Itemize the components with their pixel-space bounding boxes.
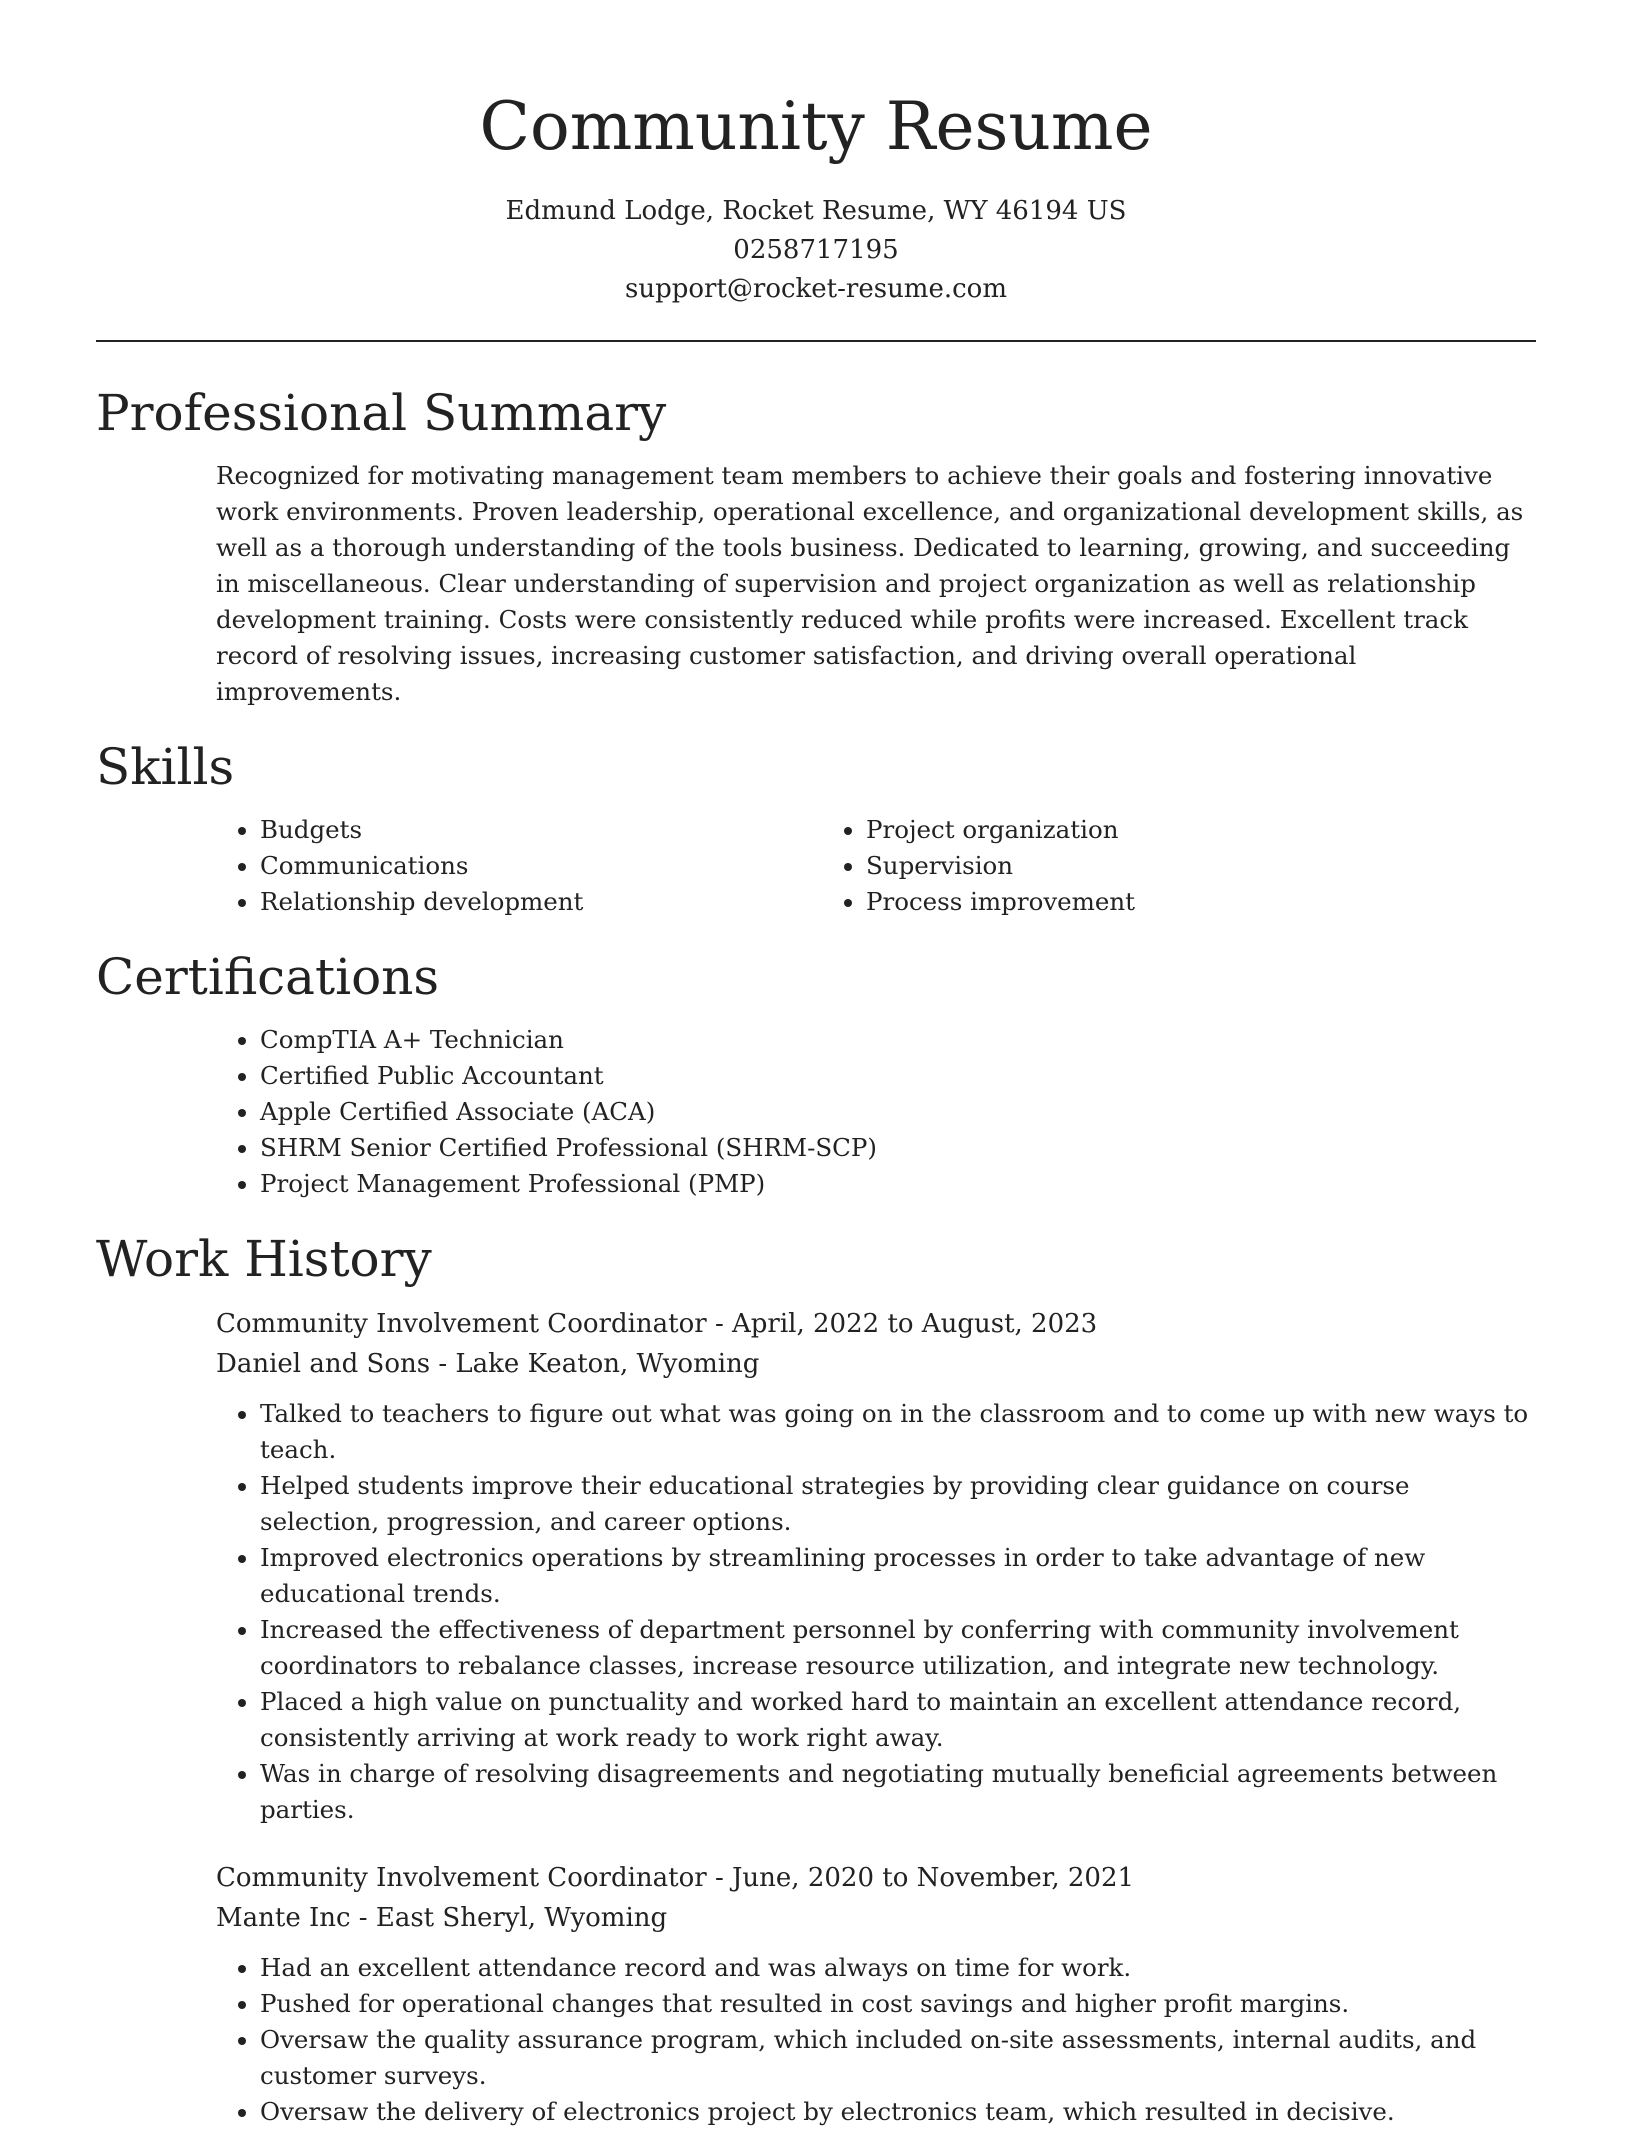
job-bullet: • Talked to teachers to figure out what was going on in the classroom and to come up with new ways to teach.	[260, 1396, 1536, 1468]
section-title-work-history: Work History	[96, 1230, 432, 1288]
skill-item: • Process improvement	[866, 884, 1428, 920]
job-bullet-list	[216, 1396, 1536, 1828]
job-dates: - June, 2020 to November, 2021	[706, 1863, 1135, 1893]
certification-item: • Apple Certified Associate (ACA)	[260, 1094, 1536, 1130]
job-company: Daniel and Sons	[216, 1349, 431, 1379]
section-summary	[96, 382, 1536, 710]
section-title-skills: Skills	[96, 738, 235, 796]
certification-item: • Certified Public Accountant	[260, 1058, 1536, 1094]
certification-item: • Project Management Professional (PMP)	[260, 1166, 1536, 1202]
resume-page	[96, 0, 1536, 2130]
job-bullet: • Placed a high value on punctuality and worked hard to maintain an excellent attendance record, consistently arriving at work ready to work right away.	[260, 1684, 1536, 1756]
job-dates: - April, 2022 to August, 2023	[706, 1309, 1098, 1339]
job-entry	[216, 1304, 1536, 1828]
contact-email[interactable]: support@rocket-resume.com	[624, 274, 1007, 304]
job-heading	[216, 1304, 1536, 1344]
job-company: Mante Inc	[216, 1903, 351, 1933]
certification-item: • SHRM Senior Certified Professional (SHRM-SCP)	[260, 1130, 1536, 1166]
contact-phone: 0258717195	[733, 235, 899, 265]
section-title-certifications: Certifications	[96, 948, 440, 1006]
job-employer	[216, 1898, 1536, 1938]
contact-address: Edmund Lodge, Rocket Resume, WY 46194 US	[505, 196, 1127, 226]
job-entry	[216, 1858, 1536, 2130]
certification-list	[216, 1022, 1536, 1202]
skill-item: • Supervision	[866, 848, 1428, 884]
skill-item: • Relationship development	[260, 884, 822, 920]
section-skills	[96, 736, 1536, 920]
job-bullet: • Pushed for operational changes that resulted in cost savings and higher profit margins.	[260, 1986, 1536, 2022]
job-bullet: • Improved electronics operations by streamlining processes in order to take advantage of new educational trends.	[260, 1540, 1536, 1612]
resume-name: Community Resume	[479, 88, 1153, 165]
section-title-summary: Professional Summary	[96, 384, 667, 442]
summary-text: Recognized for motivating management team members to achieve their goals and fostering innovative work environments. Proven leadership, operational excellence, and organizational development skills, as well as a thorough understanding of the tools business. Dedicated to learning, growing, and succeeding in miscellaneous. Clear understanding of supervision and project organization as well as relationship development training. Costs were consistently reduced while profits were increased. Excellent track record of resolving issues, increasing customer satisfaction, and driving overall operational improvements.	[216, 461, 1524, 706]
skill-item: • Project organization	[866, 812, 1428, 848]
section-work-history	[96, 1228, 1536, 2130]
job-location: - East Sheryl, Wyoming	[350, 1903, 668, 1933]
job-bullet: • Increased the effectiveness of department personnel by conferring with community involvement coordinators to rebalance classes, increase resource utilization, and integrate new technology.	[260, 1612, 1536, 1684]
skill-item: • Communications	[260, 848, 822, 884]
skill-item: • Budgets	[260, 812, 822, 848]
job-role: Community Involvement Coordinator	[216, 1863, 707, 1893]
job-bullet: • Oversaw the delivery of electronics project by electronics team, which resulted in decisive.	[260, 2094, 1536, 2130]
skills-column-right	[822, 812, 1428, 920]
contact-block	[96, 192, 1536, 309]
header-divider	[96, 340, 1536, 342]
job-heading	[216, 1858, 1536, 1898]
job-role: Community Involvement Coordinator	[216, 1309, 707, 1339]
job-location: - Lake Keaton, Wyoming	[430, 1349, 760, 1379]
job-bullet-list	[216, 1950, 1536, 2130]
job-bullet: • Was in charge of resolving disagreements and negotiating mutually beneficial agreements between parties.	[260, 1756, 1536, 1828]
job-bullet: • Helped students improve their educational strategies by providing clear guidance on course selection, progression, and career options.	[260, 1468, 1536, 1540]
skills-column-left	[216, 812, 822, 920]
skills-grid	[216, 812, 1536, 920]
section-certifications	[96, 946, 1536, 1202]
certification-item: • CompTIA A+ Technician	[260, 1022, 1536, 1058]
job-bullet: • Had an excellent attendance record and was always on time for work.	[260, 1950, 1536, 1986]
job-employer	[216, 1344, 1536, 1384]
resume-header	[96, 0, 1536, 309]
job-bullet: • Oversaw the quality assurance program, which included on-site assessments, internal audits, and customer surveys.	[260, 2022, 1536, 2094]
